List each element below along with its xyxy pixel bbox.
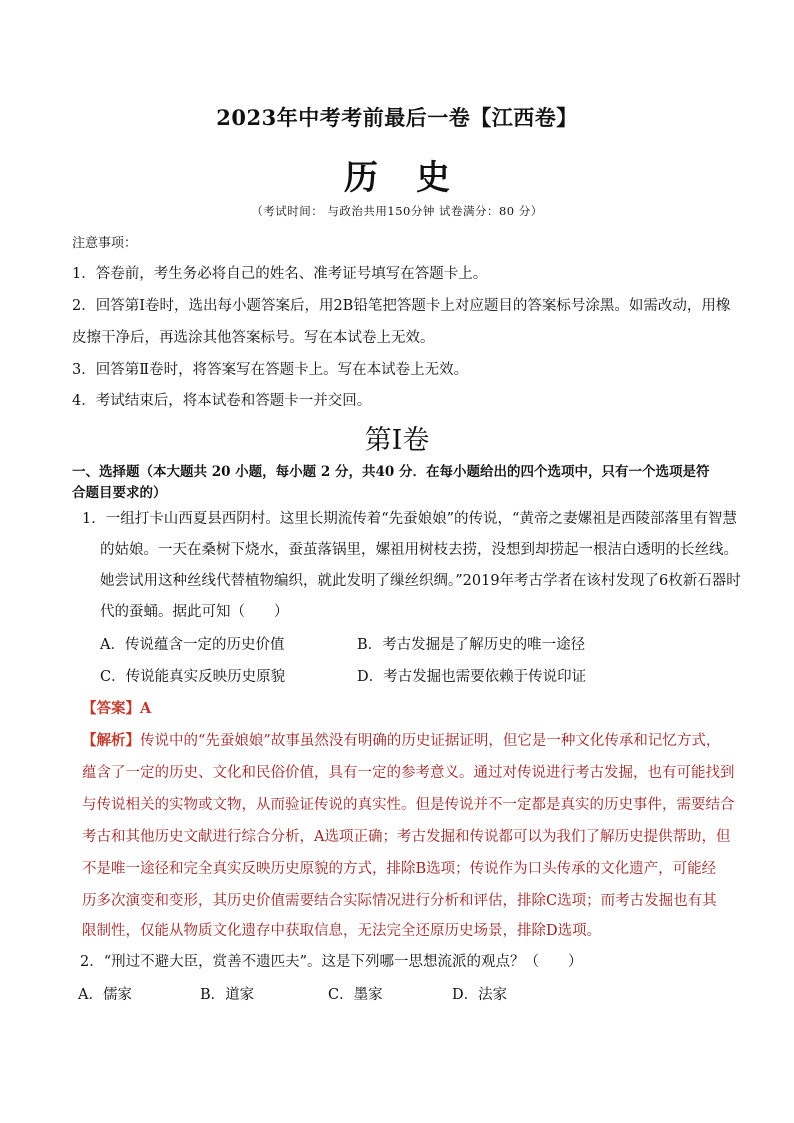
- q2-stem: 2．“刑过不避大臣，赏善不遗匹夫”。这是下列哪一思想流派的观点？（ ）: [80, 954, 583, 970]
- answer-tag: 【答案】: [82, 700, 140, 717]
- section-title: 第Ⅰ卷: [364, 425, 430, 456]
- part-intro-line-2: 合题目要求的）: [72, 485, 167, 501]
- note-item-3: 3．回答第Ⅱ卷时，将答案写在答题卡上。写在本试卷上无效。: [72, 362, 469, 378]
- q1-option-b: B．考古发掘是了解历史的唯一途径: [357, 637, 586, 653]
- q1-option-d: D．考古发掘也需要依赖于传说印证: [357, 669, 587, 685]
- note-item-2: 2．回答第Ⅰ卷时，选出每小题答案后，用2B铅笔把答题卡上对应题目的答案标号涂黑。如需改动，用橡: [72, 298, 731, 314]
- q1-analysis-line-4: 考古和其他历史文献进行综合分析，A选项正确；考古发掘和传说都可以为我们了解历史提供帮助，但: [82, 829, 731, 845]
- q1-stem-line-2: 的姑娘。一天在桑树下烧水，蚕茧落锅里，嫘祖用树枝去捞，没想到却捞起一根洁白透明的长丝线。: [100, 542, 738, 558]
- q2-option-c: C．墨家: [328, 987, 383, 1003]
- answer-value: A: [140, 700, 152, 717]
- analysis-tag: 【解析】: [82, 732, 140, 749]
- exam-info: （考试时间： 与政治共用150分钟 试卷满分：80 分）: [251, 204, 543, 218]
- q2-option-a: A．儒家: [78, 987, 132, 1003]
- exam-title: 2023年中考考前最后一卷【江西卷】: [216, 105, 578, 130]
- q1-stem-line-1: 1．一组打卡山西夏县西阴村。这里长期流传着“先蚕娘娘”的传说，“黄帝之妻嫘祖是西陵部落里有智慧: [82, 511, 737, 527]
- q1-stem-line-4: 代的蚕蛹。据此可知（ ）: [100, 604, 289, 620]
- q1-option-c: C．传说能真实反映历史原貌: [100, 669, 286, 685]
- q1-analysis-line-7: 限制性，仅能从物质文化遗存中获取信息，无法完全还原历史场景，排除D选项。: [82, 923, 602, 939]
- q1-analysis-line-1: [82, 729, 720, 750]
- q1-analysis-line-6: 历多次演变和变形，其历史价值需要结合实际情况进行分析和评估，排除C选项；而考古发掘也有其: [82, 893, 717, 909]
- notes-heading: 注意事项：: [72, 236, 138, 251]
- q1-analysis-line-5: 不是唯一途径和完全真实反映历史原貌的方式，排除B选项；传说作为口头传承的文化遗产，可能经: [82, 861, 717, 877]
- subject-title: 历史: [344, 158, 488, 198]
- q1-stem-line-3: 她尝试用这种丝线代替植物编织，就此发明了缫丝织绸。”2019年考古学者在该村发现了6枚新石器时: [100, 573, 741, 589]
- q1-answer: [82, 697, 151, 718]
- q1-analysis-line-2: 蕴含了一定的历史、文化和民俗价值，具有一定的参考意义。通过对传说进行考古发掘，也有可能找到: [82, 765, 735, 781]
- q1-analysis-line-3: 与传说相关的实物或文物，从而验证传说的真实性。但是传说并不一定都是真实的历史事件，需要结合: [82, 797, 735, 813]
- part-intro-line-1: 一、选择题（本大题共 20 小题，每小题 2 分，共40 分．在每小题给出的四个选项中，只有一个选项是符: [72, 464, 710, 480]
- analysis-text-1: 传说中的“先蚕娘娘”故事虽然没有明确的历史证据证明，但它是一种文化传承和记忆方式，: [140, 733, 721, 749]
- note-item-4: 4．考试结束后，将本试卷和答题卡一并交回。: [72, 393, 372, 409]
- note-item-2-cont: 皮擦干净后，再选涂其他答案标号。写在本试卷上无效。: [72, 330, 435, 346]
- note-item-1: 1．答卷前，考生务必将自己的姓名、准考证号填写在答题卡上。: [72, 266, 488, 282]
- q2-option-b: B．道家: [200, 987, 255, 1003]
- q2-option-d: D．法家: [452, 987, 508, 1003]
- q1-option-a: A．传说蕴含一定的历史价值: [100, 637, 285, 653]
